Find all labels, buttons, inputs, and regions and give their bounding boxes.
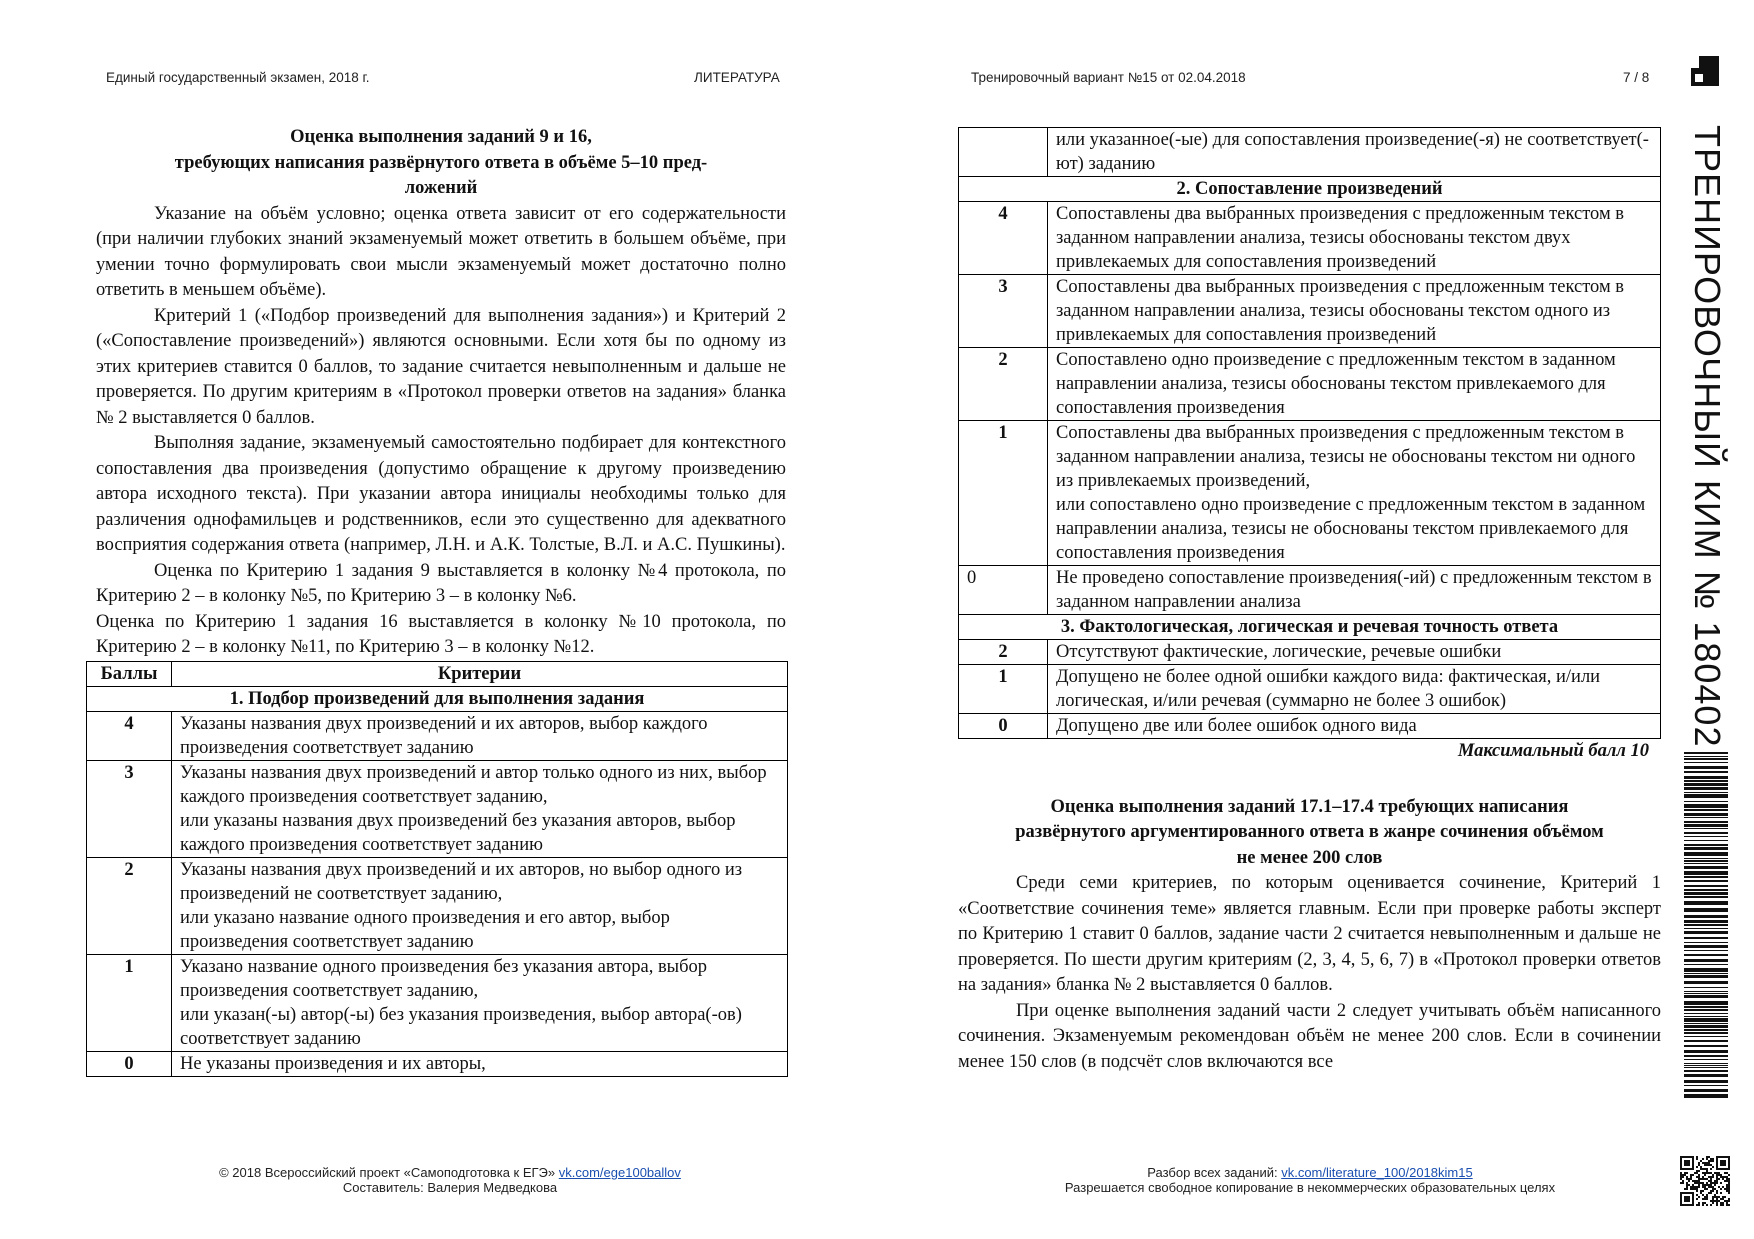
- section-row: 3. Фактологическая, логическая и речевая точность ответа: [959, 615, 1661, 640]
- table-row: 0 Не указаны произведения и их авторы,: [87, 1051, 788, 1076]
- section-title-9-16: Оценка выполнения заданий 9 и 16, требующих написания развёрнутого ответа в объёме 5–10 пред- ложений: [174, 127, 708, 198]
- table-row: 3 Сопоставлены два выбранных произведения с предложенным текстом в заданном направлении анализа, тезисы обоснованы текстом одного из привлекаемых для сопоставления произведений: [959, 275, 1661, 348]
- table-row: 0 Допущено две или более ошибок одного вида: [959, 714, 1661, 739]
- footer-link-literature[interactable]: vk.com/literature_100/2018kim15: [1281, 1165, 1473, 1180]
- sidebar-label: ТРЕНИРОВОЧНЫЙ КИМ № 180402: [1687, 125, 1728, 748]
- footer-right: Разбор всех заданий: vk.com/literature_100/2018kim15 Разрешается свободное копирование в некоммерческих образовательных целях: [1064, 1165, 1556, 1195]
- col-header-criteria: Критерии: [172, 661, 788, 686]
- table-row: или указанное(-ые) для сопоставления произведение(-я) не соответствует(-ют) заданию: [959, 128, 1661, 177]
- right-column: [958, 125, 1661, 1075]
- qr-code-icon: [1680, 1156, 1730, 1206]
- paragraph: Критерий 1 («Подбор произведений для выполнения задания») и Критерий 2 («Сопоставление произведений») являются основными. Если хотя бы по одному из этих критериев ставится 0 баллов, то задание считается невыполненным и дальше не проверяется. По другим критериям в «Протокол проверки ответов на задания» бланка № 2 выставляется 0 баллов.: [96, 305, 786, 428]
- criteria-table-1: [86, 661, 788, 1077]
- left-column: [96, 125, 786, 1077]
- table-row: 1 Указано название одного произведения без указания автора, выбор произведения соответствует заданию, или указан(-ы) автор(-ы) без указания произведения, выбор автора(-ов) соответствует заданию: [87, 954, 788, 1051]
- section-title-17: Оценка выполнения заданий 17.1–17.4 требующих написания развёрнутого аргументированного ответа в жанре сочинения объёмом не менее 200 слов: [1015, 796, 1604, 868]
- table-row: 4 Сопоставлены два выбранных произведения с предложенным текстом в заданном направлении анализа, тезисы обоснованы текстом двух привлекаемых для сопоставления произведений: [959, 202, 1661, 275]
- table-row: 0 Не проведено сопоставление произведения(-ий) с предложенным текстом в заданном направлении анализа: [959, 566, 1661, 615]
- footer-link-ege100ballov[interactable]: vk.com/ege100ballov: [558, 1165, 681, 1180]
- max-score: Максимальный балл 10: [1457, 741, 1649, 761]
- footer-left: © 2018 Всероссийский проект «Самоподготовка к ЕГЭ» vk.com/ege100ballov Составитель: Валерия Медведкова: [219, 1165, 681, 1195]
- paragraph: При оценке выполнения заданий части 2 следует учитывать объём написанного сочинения. Экзаменуемым рекомендован объём не менее 200 слов. Если в сочинении менее 150 слов (в подсчёт слов включаются все: [958, 1000, 1661, 1072]
- table-row: 1 Сопоставлены два выбранных произведения с предложенным текстом в заданном направлении анализа, тезисы не обоснованы текстом ни одного из привлекаемых произведений, или сопоставлено одно произведение с предложенным текстом в заданном направлении анализа, тезисы не обоснованы текстом привлекаемого для сопоставления произведения: [959, 421, 1661, 566]
- section-row: 2. Сопоставление произведений: [959, 177, 1661, 202]
- paragraph: Оценка по Критерию 1 задания 9 выставляется в колонку №4 протокола, по Критерию 2 – в колонку №5, по Критерию 3 – в колонку №6.: [96, 560, 786, 606]
- section-row: 1. Подбор произведений для выполнения задания: [87, 686, 788, 711]
- table-row: 3 Указаны названия двух произведений и автор только одного из них, выбор каждого произведения соответствует заданию, или указаны названия двух произведений без указания авторов, выбор каждого произведения соответствует заданию: [87, 760, 788, 857]
- barcode-icon: [1684, 752, 1728, 1100]
- header-variant: Тренировочный вариант №15 от 02.04.2018: [971, 70, 1246, 85]
- paragraph: Среди семи критериев, по которым оценивается сочинение, Критерий 1 «Соответствие сочинения теме» является главным. Если при проверке работы эксперт по Критерию 1 ставит 0 баллов, задание части 2 считается невыполненным и дальше не проверяется. По шести другим критериям (2, 3, 4, 5, 6, 7) в «Протокол проверки ответов на задания» бланка № 2 выставляется 0 баллов.: [958, 873, 1661, 995]
- header-page-number: 7 / 8: [1623, 70, 1650, 85]
- header-exam: Единый государственный экзамен, 2018 г.: [106, 70, 370, 85]
- criteria-table-2: [958, 127, 1661, 739]
- paragraph: Оценка по Критерию 1 задания 16 выставляется в колонку №10 протокола, по Критерию 2 – в колонку №11, по Критерию 3 – в колонку №12.: [96, 611, 786, 657]
- table-row: 2 Сопоставлено одно произведение с предложенным текстом в заданном направлении анализа, тезисы обоснованы текстом привлекаемого для сопоставления произведения: [959, 348, 1661, 421]
- table-row: 1 Допущено не более одной ошибки каждого вида: фактическая, и/или логическая, и/или речевая (суммарно не более 3 ошибок): [959, 665, 1661, 714]
- col-header-score: Баллы: [87, 661, 172, 686]
- paragraph: Выполняя задание, экзаменуемый самостоятельно подбирает для контекстного сопоставления два произведения (допустимо обращение к другому произведению автора исходного текста). При указании автора инициалы необходимы только для различения однофамильцев и родственников, если это существенно для адекватного восприятия содержания ответа (например, Л.Н. и А.К. Толстые, В.Л. и А.С. Пушкины).: [96, 433, 786, 555]
- table-row: 4 Указаны названия двух произведений и их авторов, выбор каждого произведения соответствует заданию: [87, 711, 788, 760]
- corner-marker-icon: [1691, 56, 1719, 86]
- header-subject: ЛИТЕРАТУРА: [694, 70, 780, 85]
- table-row: 2 Указаны названия двух произведений и их авторов, но выбор одного из произведений не соответствует заданию, или указано название одного произведения и его автор, выбор произведения соответствует заданию: [87, 857, 788, 954]
- table-row: 2 Отсутствуют фактические, логические, речевые ошибки: [959, 640, 1661, 665]
- paragraph: Указание на объём условно; оценка ответа зависит от его содержательности (при наличии глубоких знаний экзаменуемый может ответить в большем объёме, при умении точно формулировать свои мысли экзаменуемый может достаточно полно ответить в меньшем объёме).: [96, 203, 786, 300]
